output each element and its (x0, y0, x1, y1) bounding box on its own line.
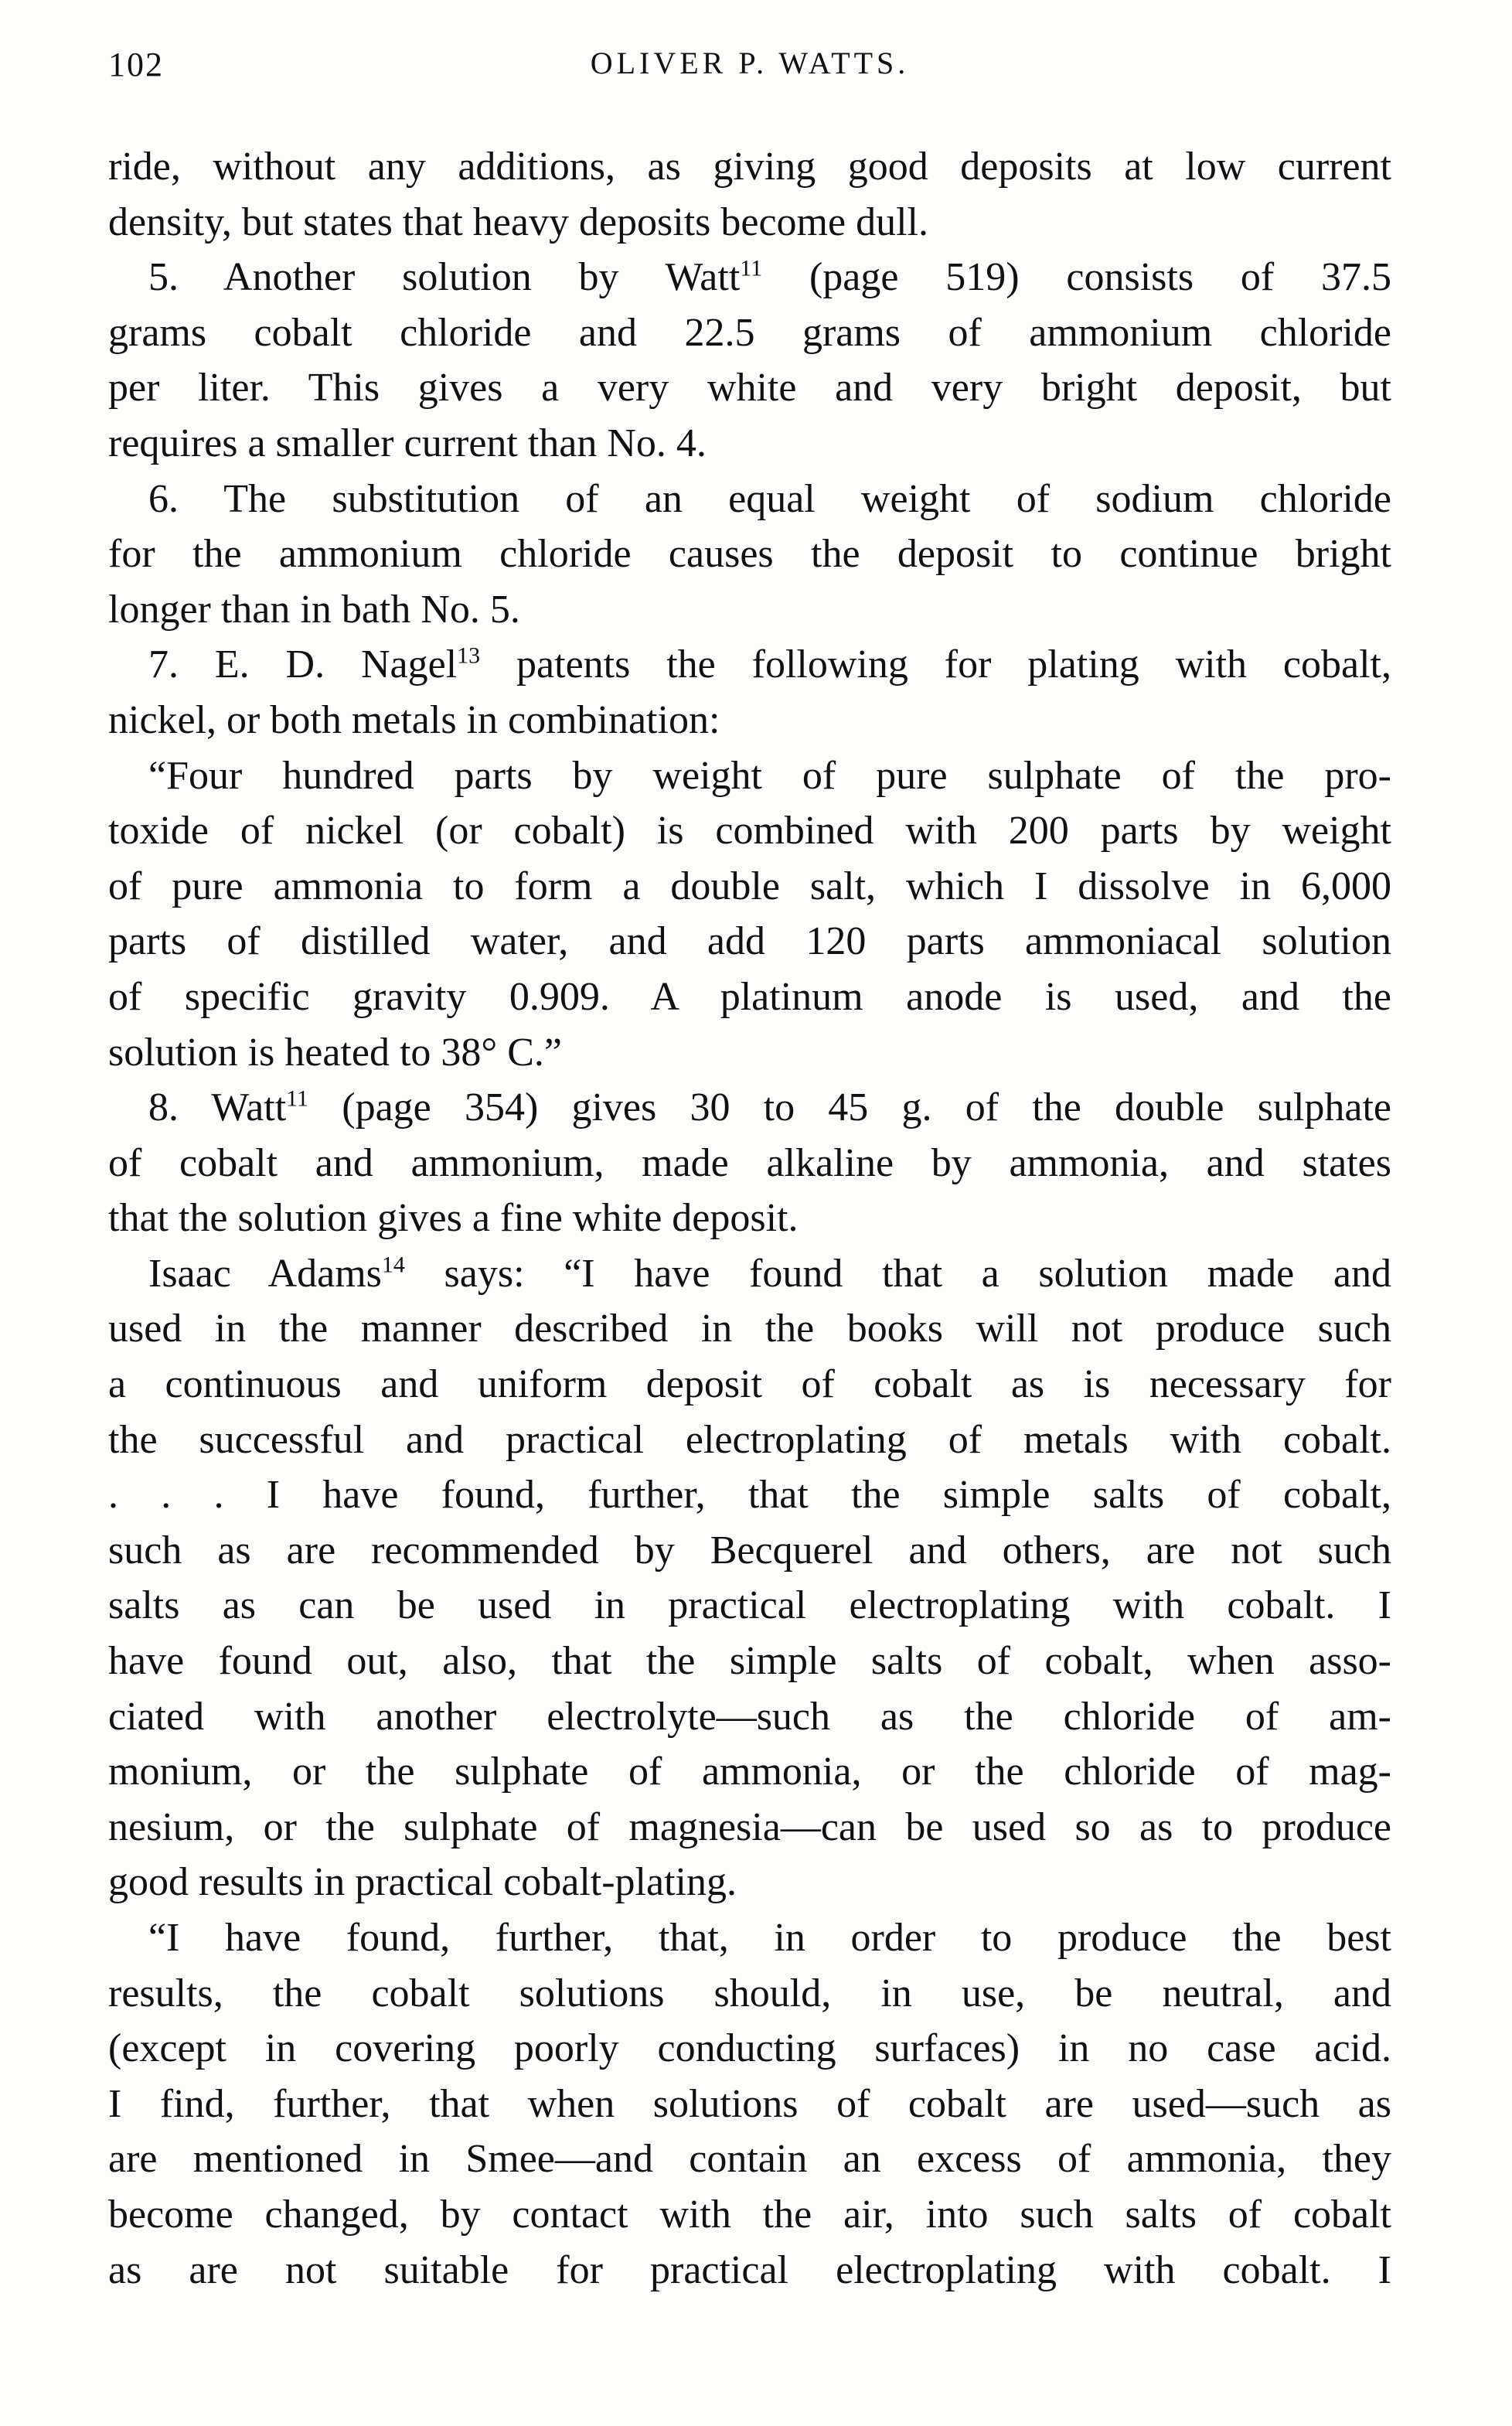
text-line-content: results, the cobalt solutions should, in use, be neutral, and (108, 1971, 1391, 2015)
text-line (108, 2131, 1391, 2187)
text-line (108, 1467, 1391, 1523)
text-line-content: ride, without any additions, as giving good deposits at low current (108, 145, 1391, 189)
text-line (108, 250, 1391, 305)
text-line-content: a continuous and uniform deposit of cobalt as is necessary for (108, 1362, 1391, 1407)
text-line (108, 1800, 1391, 1855)
text-line-content: grams cobalt chloride and 22.5 grams of ammonium chloride (108, 310, 1391, 355)
text-line (108, 1191, 1391, 1246)
text-line (108, 1025, 1391, 1081)
text-line (108, 360, 1391, 416)
text-line-content: 5. Another solution by Watt (148, 255, 741, 300)
footnote-reference: 14 (381, 1252, 405, 1278)
text-line (108, 195, 1391, 250)
text-line-content: longer than in bath No. 5. (108, 587, 520, 632)
text-line-content: (except in covering poorly conducting surfaces) in no case acid. (108, 2026, 1391, 2071)
text-line-content: salts as can be used in practical electroplating with cobalt. I (108, 1583, 1391, 1628)
text-line-continuation: (page 354) gives 30 to 45 g. of the double sulphate (308, 1085, 1391, 1130)
text-line (108, 1080, 1391, 1136)
footnote-reference: 11 (740, 255, 763, 281)
text-line (108, 472, 1391, 527)
text-line-content: I find, further, that when solutions of cobalt are used—such as (108, 2081, 1391, 2126)
text-line-content: of cobalt and ammonium, made alkaline by ammonia, and states (108, 1140, 1391, 1185)
text-line (108, 748, 1391, 804)
page-number: 102 (108, 46, 164, 83)
text-line (108, 1246, 1391, 1302)
text-line-content: density, but states that heavy deposits become dull. (108, 199, 928, 244)
text-line (108, 1578, 1391, 1634)
text-line (108, 1744, 1391, 1800)
text-line-content: ciated with another electrolyte—such as the chloride of am- (108, 1694, 1391, 1739)
text-line-content: for the ammonium chloride causes the deposit to continue bright (108, 532, 1391, 577)
text-line (108, 1634, 1391, 1689)
text-line (108, 305, 1391, 361)
text-line-content: good results in practical cobalt-plating. (108, 1860, 737, 1905)
text-line (108, 582, 1391, 638)
text-line-content: parts of distilled water, and add 120 parts ammoniacal solution (108, 919, 1391, 964)
text-line-content: “I have found, further, that, in order to produce the best (148, 1916, 1391, 1960)
text-line (108, 969, 1391, 1025)
text-line-content: such as are recommended by Becquerel and others, are not such (108, 1528, 1391, 1572)
text-line (108, 2243, 1391, 2298)
text-line-content: . . . I have found, further, that the simple salts of cobalt, (108, 1473, 1391, 1518)
text-line (108, 1966, 1391, 2022)
text-line-content: nesium, or the sulphate of magnesia—can be used so as to produce (108, 1804, 1391, 1849)
text-line-content: as are not suitable for practical electroplating with cobalt. I (108, 2247, 1391, 2292)
text-line (108, 1855, 1391, 1910)
running-head: OLIVER P. WATTS. (590, 46, 910, 80)
text-line-content: of specific gravity 0.909. A platinum anode is used, and the (108, 974, 1391, 1019)
text-line-continuation: says: “I have found that a solution made and (404, 1251, 1391, 1296)
text-line-content: have found out, also, that the simple salts of cobalt, when asso- (108, 1639, 1391, 1684)
body-text (108, 139, 1391, 2298)
text-line-content: requires a smaller current than No. 4. (108, 421, 707, 465)
text-line-content: used in the manner described in the books will not produce such (108, 1307, 1391, 1351)
text-line-content: 8. Watt (148, 1085, 287, 1130)
text-line (108, 1357, 1391, 1412)
text-line (108, 139, 1391, 195)
text-line (108, 637, 1391, 693)
footnote-reference: 11 (286, 1085, 309, 1112)
text-line (108, 1689, 1391, 1745)
text-line (108, 1136, 1391, 1191)
text-line-content: per liter. This gives a very white and very bright deposit, but (108, 366, 1391, 411)
text-line (108, 693, 1391, 748)
text-line-content: of pure ammonia to form a double salt, which I dissolve in 6,000 (108, 864, 1391, 908)
text-line (108, 1412, 1391, 1468)
text-line (108, 2187, 1391, 2243)
text-line (108, 1523, 1391, 1579)
text-line (108, 803, 1391, 859)
text-line (108, 859, 1391, 915)
text-line-content: become changed, by contact with the air, into such salts of cobalt (108, 2192, 1391, 2237)
text-line-content: 7. E. D. Nagel (148, 642, 458, 687)
text-line (108, 914, 1391, 969)
text-line (108, 416, 1391, 472)
text-line-content: that the solution gives a fine white deposit. (108, 1196, 799, 1241)
text-line-content: Isaac Adams (148, 1251, 382, 1296)
text-line (108, 526, 1391, 582)
text-line-content: nickel, or both metals in combination: (108, 697, 720, 742)
text-line-continuation: (page 519) consists of 37.5 (762, 255, 1391, 300)
text-line-content: the successful and practical electroplating of metals with cobalt. (108, 1417, 1391, 1462)
text-line (108, 1910, 1391, 1966)
text-line-content: are mentioned in Smee—and contain an excess of ammonia, they (108, 2137, 1391, 2182)
page-header (108, 45, 1391, 99)
footnote-reference: 13 (457, 643, 481, 670)
text-line-content: “Four hundred parts by weight of pure sulphate of the pro- (148, 753, 1391, 798)
text-line-content: solution is heated to 38° C.” (108, 1030, 562, 1075)
text-line-content: toxide of nickel (or cobalt) is combined with 200 parts by weight (108, 809, 1391, 854)
text-line (108, 2021, 1391, 2077)
text-line (108, 2077, 1391, 2132)
text-line (108, 1301, 1391, 1357)
text-line-content: 6. The substitution of an equal weight of sodium chloride (148, 476, 1391, 521)
text-line-continuation: patents the following for plating with cobalt, (480, 642, 1391, 687)
text-line-content: monium, or the sulphate of ammonia, or the chloride of mag- (108, 1750, 1391, 1794)
